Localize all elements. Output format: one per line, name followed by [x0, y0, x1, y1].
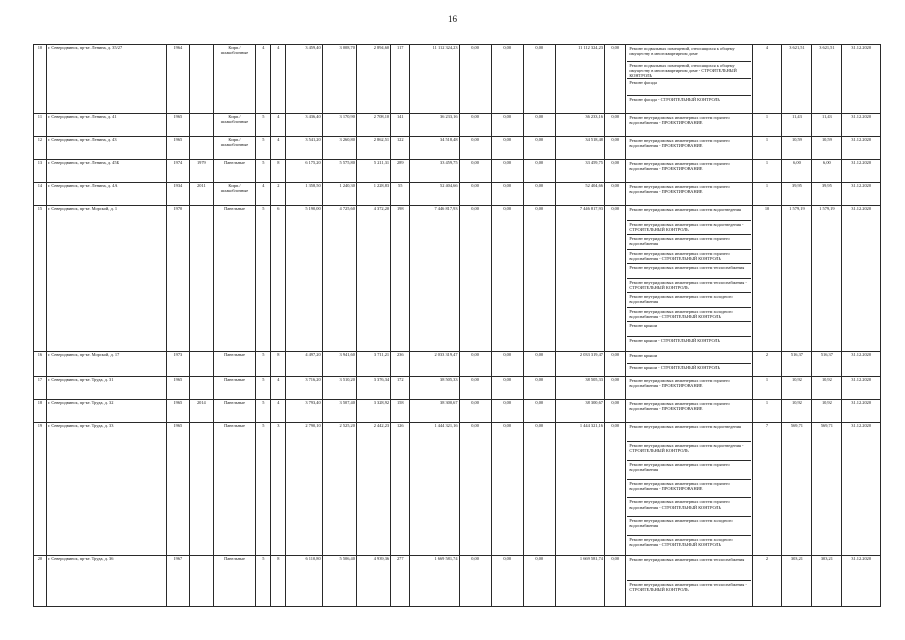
cell-floors: 5	[256, 137, 271, 160]
cell-f3: 0,00	[523, 206, 555, 352]
work-item: Ремонт внутридомовых инженерных систем горячего водоснабжения - ПРОЕКТИРОВАНИЕ	[629, 378, 730, 389]
cell-f3: 0,00	[523, 137, 555, 160]
cell-f4: 34 518,48	[555, 137, 604, 160]
cell-deadline: 31.12.2020	[842, 377, 881, 400]
cell-cost-total: 1 669 581,74	[410, 555, 459, 606]
cell-floors: 5	[256, 206, 271, 352]
cell-year-reno	[190, 352, 214, 377]
cell-unit-cost: 1 579,19	[782, 206, 812, 352]
work-item: Ремонт подвальных помещений, относящихся к общему имуществу в многоквартирном доме	[627, 45, 750, 62]
cell-area-owned: 2 862,51	[356, 137, 390, 160]
table-row	[34, 555, 881, 606]
cell-residents: 158	[391, 400, 410, 423]
cell-area-total: 6 110,80	[286, 555, 322, 606]
cell-entrances: 4	[271, 377, 286, 400]
cell-entrances: 4	[271, 45, 286, 114]
cell-area-total: 3 541,20	[286, 137, 322, 160]
cell-floors: 5	[256, 352, 271, 377]
cell-unit-cost: 303,21	[782, 555, 812, 606]
table-row	[34, 160, 881, 183]
cell-floors: 5	[256, 400, 271, 423]
cell-entrances: 4	[271, 137, 286, 160]
cell-entrances: 4	[271, 400, 286, 423]
table-row	[34, 114, 881, 137]
work-item: Ремонт фасада - СТРОИТЕЛЬНЫЙ КОНТРОЛЬ	[629, 97, 720, 102]
cell-works	[626, 400, 752, 423]
cell-cost-total: 11 112 324,23	[410, 45, 459, 114]
cell-f2: 0,00	[491, 114, 523, 137]
cell-max-cost: 11,43	[812, 114, 842, 137]
work-item: Ремонт внутридомовых инженерных систем горячего водоснабжения - ПРОЕКТИРОВАНИЕ	[629, 115, 730, 126]
repair-register-table	[33, 44, 881, 607]
work-item: Ремонт подвальных помещений, относящихся к общему имуществу в многоквартирном доме - СТРОИТЕЛЬНЫЙ КОНТРОЛЬ	[627, 62, 750, 79]
cell-unit-cost: 10,92	[782, 377, 812, 400]
cell-residents: 141	[391, 114, 410, 137]
cell-deadline: 31.12.2020	[842, 114, 881, 137]
cell-area-owned: 4 939,36	[356, 555, 390, 606]
cell-f5: 0,00	[604, 423, 625, 556]
cell-f1: 0,00	[459, 137, 491, 160]
cell-area-total: 5 190,00	[286, 206, 322, 352]
cell-n: 19	[34, 423, 47, 556]
cell-entrances: 8	[271, 555, 286, 606]
cell-deadline: 31.12.2020	[842, 423, 881, 556]
cell-cost-total: 52 404,66	[410, 183, 459, 206]
cell-area-living: 3 507,40	[322, 400, 356, 423]
cell-works	[626, 352, 752, 377]
cell-residents: 55	[391, 183, 410, 206]
work-item: Ремонт внутридомовых инженерных систем горячего водоснабжения - СТРОИТЕЛЬНЫЙ КОНТРОЛЬ	[627, 250, 750, 265]
cell-area-living: 3 008,70	[322, 45, 356, 114]
cell-units: 10	[752, 206, 782, 352]
work-item: Ремонт внутридомовых инженерных систем теплоснабжения - СТРОИТЕЛЬНЫЙ КОНТРОЛЬ	[627, 279, 750, 294]
cell-entrances: 6	[271, 206, 286, 352]
cell-entrances: 4	[271, 114, 286, 137]
cell-f3: 0,00	[523, 114, 555, 137]
cell-year-reno: 1979	[190, 160, 214, 183]
cell-floors: 5	[256, 423, 271, 556]
cell-f3: 0,00	[523, 183, 555, 206]
cell-unit-cost: 569,71	[782, 423, 812, 556]
cell-max-cost: 303,21	[812, 555, 842, 606]
cell-f4: 38 505,33	[555, 377, 604, 400]
cell-max-cost: 10,92	[812, 400, 842, 423]
cell-wall: Панельные	[213, 206, 256, 352]
cell-units: 7	[752, 423, 782, 556]
cell-unit-cost: 10,92	[782, 400, 812, 423]
cell-max-cost: 6,00	[812, 160, 842, 183]
cell-deadline: 31.12.2020	[842, 137, 881, 160]
cell-wall: Панельные	[213, 400, 256, 423]
cell-wall: Панельные	[213, 352, 256, 377]
cell-deadline: 31.12.2020	[842, 160, 881, 183]
cell-f4: 11 112 324,23	[555, 45, 604, 114]
cell-area-owned: 3 711,21	[356, 352, 390, 377]
cell-area-total: 3 436,40	[286, 114, 322, 137]
cell-f4: 2 033 319,47	[555, 352, 604, 377]
cell-address: г. Северодвинск, пр-кт. Ленина, д. 4А	[46, 183, 166, 206]
cell-f3: 0,00	[523, 352, 555, 377]
work-item: Ремонт внутридомовых инженерных систем теплоснабжения - СТРОИТЕЛЬНЫЙ КОНТРОЛЬ	[629, 581, 747, 593]
cell-f5: 0,00	[604, 183, 625, 206]
table-row	[34, 400, 881, 423]
cell-cost-total: 33 459,75	[410, 160, 459, 183]
cell-year-reno	[190, 423, 214, 556]
cell-works	[626, 183, 752, 206]
cell-units: 2	[752, 555, 782, 606]
cell-wall: Панельные	[213, 423, 256, 556]
cell-cost-total: 7 446 817,93	[410, 206, 459, 352]
cell-n: 10	[34, 45, 47, 114]
cell-f1: 0,00	[459, 45, 491, 114]
cell-works	[626, 555, 752, 606]
cell-residents: 117	[391, 45, 410, 114]
cell-f5: 0,00	[604, 352, 625, 377]
cell-cost-total: 36 233,16	[410, 114, 459, 137]
cell-floors: 4	[256, 45, 271, 114]
cell-units: 1	[752, 183, 782, 206]
work-item: Ремонт крыши - СТРОИТЕЛЬНЫЙ КОНТРОЛЬ	[629, 365, 721, 370]
cell-f2: 0,00	[491, 206, 523, 352]
work-item: Ремонт крыши	[627, 352, 750, 364]
cell-wall: Кирп./ шлакоблочные	[213, 45, 256, 114]
cell-n: 12	[34, 137, 47, 160]
cell-cost-total: 38 505,33	[410, 377, 459, 400]
page-number: 16	[448, 14, 457, 24]
work-item: Ремонт внутридомовых инженерных систем теплоснабжения	[627, 264, 750, 279]
cell-f3: 0,00	[523, 45, 555, 114]
cell-f4: 1 444 321,16	[555, 423, 604, 556]
cell-area-total: 1 358,50	[286, 183, 322, 206]
cell-address: г. Северодвинск, пр-кт. Труда, д. 31	[46, 377, 166, 400]
cell-area-owned: 2 894,60	[356, 45, 390, 114]
cell-units: 1	[752, 377, 782, 400]
cell-f2: 0,00	[491, 555, 523, 606]
cell-units: 1	[752, 137, 782, 160]
work-item: Ремонт внутридомовых инженерных систем холодного водоснабжения	[627, 293, 750, 308]
work-item: Ремонт внутридомовых инженерных систем холодного водоснабжения - СТРОИТЕЛЬНЫЙ КОНТРОЛЬ	[629, 537, 733, 548]
cell-f3: 0,00	[523, 160, 555, 183]
cell-year-built: 1934	[166, 183, 190, 206]
cell-f2: 0,00	[491, 377, 523, 400]
cell-f1: 0,00	[459, 183, 491, 206]
cell-address: г. Северодвинск, пр-кт. Ленина, д. 43	[46, 137, 166, 160]
cell-deadline: 31.12.2020	[842, 45, 881, 114]
cell-wall: Панельные	[213, 377, 256, 400]
cell-n: 18	[34, 400, 47, 423]
cell-f1: 0,00	[459, 352, 491, 377]
cell-year-reno	[190, 137, 214, 160]
table-row	[34, 423, 881, 556]
work-item: Ремонт внутридомовых инженерных систем холодного водоснабжения - СТРОИТЕЛЬНЫЙ КОНТРОЛЬ	[627, 308, 750, 323]
work-item: Ремонт крыши	[627, 322, 750, 337]
cell-area-living: 3 170,90	[322, 114, 356, 137]
cell-wall: Кирп./ шлакоблочные	[213, 137, 256, 160]
cell-f3: 0,00	[523, 377, 555, 400]
cell-year-built: 1973	[166, 352, 190, 377]
work-item: Ремонт внутридомовых инженерных систем горячего водоснабжения - ПРОЕКТИРОВАНИЕ	[629, 184, 730, 195]
cell-deadline: 31.12.2020	[842, 183, 881, 206]
cell-f5: 0,00	[604, 555, 625, 606]
cell-cost-total: 2 033 319,47	[410, 352, 459, 377]
cell-address: г. Северодвинск, пр-кт. Морской, д. 17	[46, 352, 166, 377]
cell-f5: 0,00	[604, 114, 625, 137]
cell-year-built: 1965	[166, 114, 190, 137]
cell-address: г. Северодвинск, пр-кт. Труда, д. 33	[46, 423, 166, 556]
cell-n: 13	[34, 160, 47, 183]
cell-year-reno: 2011	[190, 183, 214, 206]
cell-f5: 0,00	[604, 400, 625, 423]
cell-works	[626, 114, 752, 137]
cell-unit-cost: 10,59	[782, 137, 812, 160]
work-item: Ремонт внутридомовых инженерных систем горячего водоснабжения - ПРОЕКТИРОВАНИЕ	[629, 161, 730, 172]
cell-f2: 0,00	[491, 137, 523, 160]
cell-max-cost: 10,59	[812, 137, 842, 160]
cell-f1: 0,00	[459, 114, 491, 137]
cell-f2: 0,00	[491, 423, 523, 556]
work-item: Ремонт внутридомовых инженерных систем водоотведения - СТРОИТЕЛЬНЫЙ КОНТРОЛЬ	[627, 221, 750, 236]
cell-n: 17	[34, 377, 47, 400]
cell-unit-cost: 516,37	[782, 352, 812, 377]
cell-year-built: 1965	[166, 400, 190, 423]
cell-wall: Панельные	[213, 555, 256, 606]
cell-cost-total: 34 518,48	[410, 137, 459, 160]
cell-f5: 0,00	[604, 160, 625, 183]
work-item: Ремонт внутридомовых инженерных систем водоотведения	[627, 206, 750, 221]
cell-area-owned: 3 328,92	[356, 400, 390, 423]
cell-area-total: 2 790,10	[286, 423, 322, 556]
cell-works	[626, 206, 752, 352]
cell-area-total: 3 793,40	[286, 400, 322, 423]
cell-max-cost: 516,37	[812, 352, 842, 377]
cell-address: г. Северодвинск, пр-кт. Ленина, д. 35/27	[46, 45, 166, 114]
cell-area-total: 6 175,20	[286, 160, 322, 183]
cell-f1: 0,00	[459, 555, 491, 606]
cell-year-reno	[190, 45, 214, 114]
cell-units: 4	[752, 45, 782, 114]
cell-entrances: 3	[271, 423, 286, 556]
cell-residents: 236	[391, 352, 410, 377]
cell-f1: 0,00	[459, 160, 491, 183]
cell-year-built: 1964	[166, 45, 190, 114]
cell-address: г. Северодвинск, пр-кт. Ленина, д. 41	[46, 114, 166, 137]
cell-works	[626, 423, 752, 556]
work-item: Ремонт внутридомовых инженерных систем водоотведения	[627, 423, 750, 442]
cell-f3: 0,00	[523, 423, 555, 556]
cell-residents: 277	[391, 555, 410, 606]
cell-area-living: 4 725,60	[322, 206, 356, 352]
cell-area-living: 5 506,40	[322, 555, 356, 606]
cell-area-living: 3 510,20	[322, 377, 356, 400]
cell-deadline: 31.12.2020	[842, 352, 881, 377]
cell-f4: 36 233,16	[555, 114, 604, 137]
cell-address: г. Северодвинск, пр-кт. Труда, д. 32	[46, 400, 166, 423]
cell-address: г. Северодвинск, пр-кт. Морской, д. 1	[46, 206, 166, 352]
cell-n: 15	[34, 206, 47, 352]
cell-f3: 0,00	[523, 555, 555, 606]
cell-f5: 0,00	[604, 45, 625, 114]
cell-area-owned: 3 376,34	[356, 377, 390, 400]
cell-year-reno	[190, 377, 214, 400]
cell-year-built: 1965	[166, 137, 190, 160]
cell-f1: 0,00	[459, 377, 491, 400]
table-row	[34, 45, 881, 114]
work-item: Ремонт внутридомовых инженерных систем горячего водоснабжения - СТРОИТЕЛЬНЫЙ КОНТРОЛЬ	[627, 498, 750, 517]
cell-f5: 0,00	[604, 377, 625, 400]
cell-f4: 1 669 581,74	[555, 555, 604, 606]
work-item: Ремонт фасада	[627, 79, 750, 96]
cell-works	[626, 45, 752, 114]
cell-year-reno	[190, 206, 214, 352]
cell-f2: 0,00	[491, 160, 523, 183]
cell-n: 11	[34, 114, 47, 137]
cell-works	[626, 137, 752, 160]
cell-deadline: 31.12.2020	[842, 206, 881, 352]
cell-area-owned: 1 228,83	[356, 183, 390, 206]
cell-units: 1	[752, 160, 782, 183]
cell-wall: Кирп./ шлакоблочные	[213, 183, 256, 206]
cell-floors: 5	[256, 377, 271, 400]
cell-entrances: 8	[271, 352, 286, 377]
table-row	[34, 206, 881, 352]
cell-floors: 5	[256, 555, 271, 606]
cell-unit-cost: 6,00	[782, 160, 812, 183]
work-item: Ремонт крыши - СТРОИТЕЛЬНЫЙ КОНТРОЛЬ	[629, 337, 721, 343]
cell-cost-total: 38 300,67	[410, 400, 459, 423]
cell-entrances: 2	[271, 183, 286, 206]
cell-f5: 0,00	[604, 206, 625, 352]
cell-f5: 0,00	[604, 137, 625, 160]
cell-year-reno: 2014	[190, 400, 214, 423]
cell-residents: 289	[391, 160, 410, 183]
cell-deadline: 31.12.2020	[842, 555, 881, 606]
work-item: Ремонт внутридомовых инженерных систем горячего водоснабжения - ПРОЕКТИРОВАНИЕ	[629, 138, 730, 149]
cell-f1: 0,00	[459, 423, 491, 556]
cell-unit-cost: 11,43	[782, 114, 812, 137]
cell-f2: 0,00	[491, 45, 523, 114]
cell-year-built: 1965	[166, 423, 190, 556]
cell-year-built: 1965	[166, 377, 190, 400]
cell-year-reno	[190, 114, 214, 137]
work-item: Ремонт внутридомовых инженерных систем водоотведения - СТРОИТЕЛЬНЫЙ КОНТРОЛЬ	[627, 442, 750, 461]
cell-year-built: 1974	[166, 160, 190, 183]
cell-area-living: 3 260,80	[322, 137, 356, 160]
cell-units: 2	[752, 352, 782, 377]
cell-f1: 0,00	[459, 400, 491, 423]
cell-year-reno	[190, 555, 214, 606]
cell-area-owned: 4 372,20	[356, 206, 390, 352]
cell-residents: 126	[391, 423, 410, 556]
table-row	[34, 352, 881, 377]
cell-address: г. Северодвинск, пр-кт. Труда, д. 36	[46, 555, 166, 606]
cell-f2: 0,00	[491, 352, 523, 377]
cell-max-cost: 569,71	[812, 423, 842, 556]
cell-f4: 38 300,67	[555, 400, 604, 423]
work-item: Ремонт внутридомовых инженерных систем теплоснабжения	[627, 556, 750, 581]
cell-units: 1	[752, 400, 782, 423]
cell-area-total: 4 497,20	[286, 352, 322, 377]
cell-cost-total: 1 444 321,16	[410, 423, 459, 556]
work-item: Ремонт внутридомовых инженерных систем горячего водоснабжения	[627, 461, 750, 480]
cell-residents: 198	[391, 206, 410, 352]
cell-area-living: 1 240,30	[322, 183, 356, 206]
cell-year-built: 1967	[166, 555, 190, 606]
cell-area-total: 3 459,40	[286, 45, 322, 114]
cell-units: 1	[752, 114, 782, 137]
cell-area-living: 3 941,60	[322, 352, 356, 377]
cell-wall: Панельные	[213, 160, 256, 183]
cell-year-built: 1970	[166, 206, 190, 352]
cell-area-owned: 2 708,10	[356, 114, 390, 137]
cell-works	[626, 160, 752, 183]
cell-entrances: 8	[271, 160, 286, 183]
work-item: Ремонт внутридомовых инженерных систем горячего водоснабжения	[627, 235, 750, 250]
table-row	[34, 137, 881, 160]
cell-residents: 122	[391, 137, 410, 160]
cell-area-owned: 2 442,23	[356, 423, 390, 556]
cell-residents: 172	[391, 377, 410, 400]
cell-floors: 4	[256, 183, 271, 206]
cell-deadline: 31.12.2020	[842, 400, 881, 423]
cell-max-cost: 3 621,51	[812, 45, 842, 114]
cell-address: г. Северодвинск, пр-кт. Ленина, д. 45Б	[46, 160, 166, 183]
cell-f1: 0,00	[459, 206, 491, 352]
cell-f2: 0,00	[491, 183, 523, 206]
cell-floors: 5	[256, 160, 271, 183]
cell-area-living: 2 525,20	[322, 423, 356, 556]
table-row	[34, 183, 881, 206]
table-row	[34, 377, 881, 400]
cell-area-owned: 5 211,31	[356, 160, 390, 183]
cell-max-cost: 39,95	[812, 183, 842, 206]
cell-area-total: 3 716,20	[286, 377, 322, 400]
cell-unit-cost: 39,95	[782, 183, 812, 206]
cell-area-living: 5 575,80	[322, 160, 356, 183]
cell-unit-cost: 3 621,51	[782, 45, 812, 114]
cell-f3: 0,00	[523, 400, 555, 423]
cell-n: 14	[34, 183, 47, 206]
cell-works	[626, 377, 752, 400]
work-item: Ремонт внутридомовых инженерных систем холодного водоснабжения	[627, 517, 750, 536]
cell-max-cost: 1 579,19	[812, 206, 842, 352]
cell-n: 16	[34, 352, 47, 377]
cell-f4: 33 459,75	[555, 160, 604, 183]
work-item: Ремонт внутридомовых инженерных систем горячего водоснабжения - ПРОЕКТИРОВАНИЕ	[629, 401, 730, 412]
cell-max-cost: 10,92	[812, 377, 842, 400]
work-item: Ремонт внутридомовых инженерных систем горячего водоснабжения - ПРОЕКТИРОВАНИЕ	[627, 480, 750, 499]
cell-wall: Кирп./ шлакоблочные	[213, 114, 256, 137]
cell-floors: 5	[256, 114, 271, 137]
cell-f2: 0,00	[491, 400, 523, 423]
cell-f4: 52 404,66	[555, 183, 604, 206]
cell-n: 20	[34, 555, 47, 606]
cell-f4: 7 446 817,93	[555, 206, 604, 352]
